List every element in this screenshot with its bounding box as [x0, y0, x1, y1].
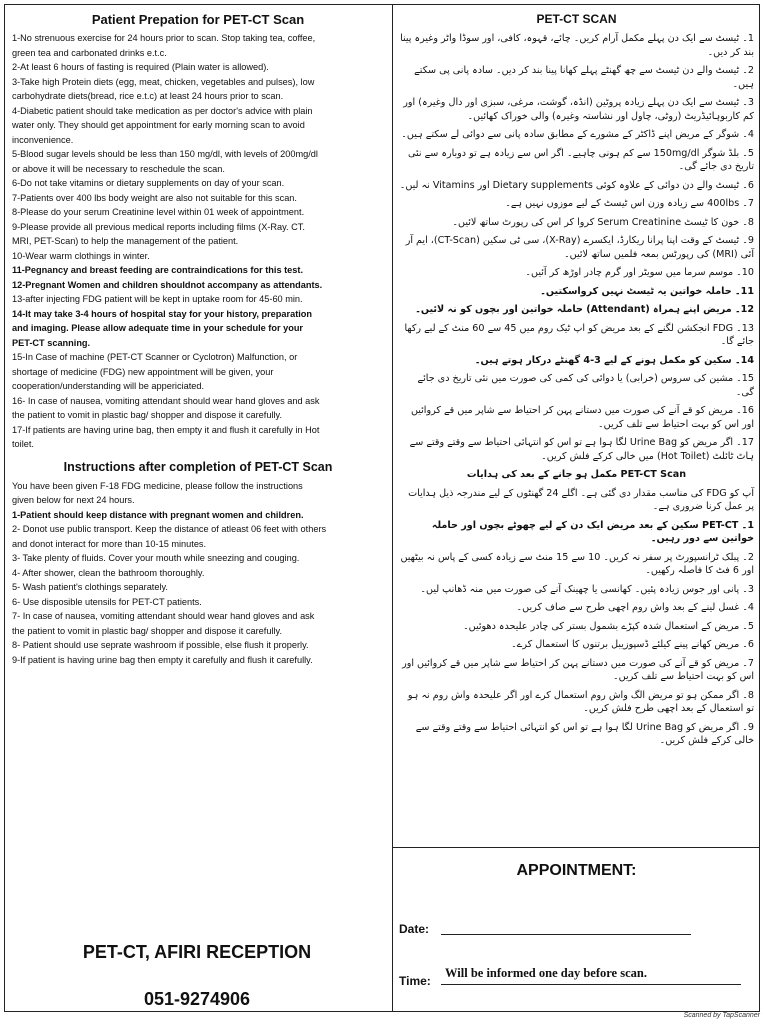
time-label: Time: — [399, 974, 431, 988]
urdu-preparation-item: 12۔ مریض اپنے ہمراہ (Attendant) حاملہ خواتین اور بچوں کو نہ لائیں۔ — [415, 304, 754, 315]
preparation-line: 1-No strenuous exercise for 24 hours prior to scan. Stop taking tea, coffee, — [12, 33, 316, 43]
urdu-preparation-item: 10۔ موسم سرما میں سویٹر اور گرم چادر اوڑھ کر آئیں۔ — [525, 267, 754, 278]
preparation-line: cooperation/understanding will be appericiated. — [12, 381, 205, 391]
preparation-line: 7-Patients over 400 lbs body weight are also not suitable for this scan. — [12, 192, 297, 203]
preparation-line: water only. They should get appointment for early morning scan to avoid — [12, 120, 305, 130]
urdu-preparation-item: 6۔ ٹیسٹ والے دن دوائی کے علاوہ کوئی Dietary supplements اور Vitamins نہ لیں۔ — [399, 179, 754, 191]
after-scan-title: Instructions after completion of PET-CT Scan — [63, 459, 333, 474]
preparation-line: the patient to vomit in plastic bag/ shopper and dispose it carefully. — [12, 410, 282, 420]
after-scan-line: 4- After shower, clean the bathroom thoroughly. — [12, 567, 205, 578]
preparation-line: 15-In Case of machine (PET-CT Scanner or Cyclotron) Malfunction, or — [12, 352, 298, 362]
preparation-line: shortage of medicine (FDG) new appointment will be given, your — [12, 366, 274, 377]
after-scan-line: 7- In case of nausea, vomiting attendant should wear hand gloves and ask — [12, 611, 315, 621]
preparation-line: green tea and carbonated drinks e.t.c. — [12, 47, 167, 58]
urdu-after-item: 4۔ غسل لینے کے بعد واش روم اچھی طرح سے صاف کریں۔ — [516, 602, 754, 613]
urdu-preparation-item: 14۔ سکین کو مکمل ہونے کے لیے 3-4 گھنٹے درکار ہوتے ہیں۔ — [474, 354, 754, 366]
preparation-line: 6-Do not take vitamins or dietary supplements on day of your scan. — [12, 178, 285, 188]
time-field-line — [441, 984, 741, 985]
date-label: Date: — [399, 922, 430, 936]
urdu-preparation-item: 11۔ حاملہ خواتین یہ ٹیسٹ نہیں کرواسکتیں۔ — [540, 285, 754, 297]
after-scan-line: 8- Patient should use seprate washroom if possible, else flush it properly. — [12, 640, 309, 650]
preparation-line: and imaging. Please allow adequate time in your schedule for your — [12, 323, 304, 333]
appointment-heading: APPOINTMENT: — [516, 862, 637, 879]
preparation-line: MRI, PET-Scan) to help the management of the patient. — [12, 236, 239, 246]
preparation-title: Patient Prepation for PET-CT Scan — [91, 12, 305, 27]
preparation-line: carbohydrate diets(bread, rice e.t.c) at least 24 hours prior to scan. — [12, 91, 284, 101]
after-scan-line: 6- Use disposible utensils for PET-CT patients. — [12, 596, 202, 607]
preparation-line: 13-after injecting FDG patient will be kept in uptake room for 45-60 min. — [12, 294, 303, 304]
urdu-column-title: PET-CT SCAN — [536, 12, 617, 26]
preparation-list — [12, 31, 384, 452]
preparation-line: 10-Wear warm clothings in winter. — [12, 250, 150, 261]
appointment-divider — [393, 847, 760, 848]
after-scan-line: 9-If patient is having urine bag then empty it carefully and flush it carefully. — [12, 654, 313, 665]
reception-name: PET-CT, AFIRI RECEPTION — [82, 942, 312, 962]
after-scan-line: You have been given F-18 FDG medicine, please follow the instructions — [12, 480, 303, 491]
urdu-preparation-item: 9۔ ٹیسٹ کے وقت اپنا پرانا ریکارڈ، ایکسرے (X-Ray)، سی ٹی سکین (CT-Scan)، ایم آر آئی (MRI) کی رپورٹس بمعہ فلمیں ساتھ لائیں۔ — [405, 235, 754, 260]
after-scan-line: the patient to vomit in plastic bag/ shopper and dispose it carefully. — [12, 625, 282, 636]
urdu-preparation-item: 15۔ مشین کی سروس (خرابی) یا دوائی کی کمی کی صورت میں نئی تاریخ دی جائے گی۔ — [417, 373, 754, 398]
after-scan-list — [12, 479, 384, 668]
urdu-preparation-item: 1۔ ٹیسٹ سے ایک دن پہلے مکمل آرام کریں۔ چائے، قہوہ، کافی، اور سوڈا واٹر وغیرہ پینا بند کر دیں۔ — [400, 33, 754, 58]
after-scan-line: 2- Donot use public transport. Keep the distance of atleast 06 feet with others — [12, 524, 327, 534]
urdu-after-heading: PET-CT Scan مکمل ہو جانے کے بعد کی ہدایات — [466, 469, 687, 480]
preparation-line: toilet. — [12, 439, 34, 449]
preparation-line: 16- In case of nausea, vomiting attendant should wear hand gloves and ask — [12, 395, 320, 406]
urdu-preparation-item: 8۔ خون کا ٹیسٹ Serum Creatinine کروا کر اس کی رپورٹ ساتھ لائیں۔ — [452, 216, 754, 228]
after-scan-line: 3- Take plenty of fluids. Cover your mouth while sneezing and couging. — [12, 553, 300, 563]
urdu-after-intro: آپ کو FDG کی مناسب مقدار دی گئی ہے۔ اگلے 24 گھنٹوں کے لیے مندرجہ ذیل ہدایات پر عمل کرنا ضروری ہے۔ — [408, 487, 754, 512]
urdu-preparation-item: 7۔ 400lbs سے زیادہ وزن اس ٹیسٹ کے لیے موزوں نہیں ہے۔ — [505, 198, 754, 209]
reception-phone: 051-9274906 — [143, 989, 251, 1009]
english-instructions-column — [4, 4, 390, 1012]
urdu-after-item: 3۔ پانی اور جوس زیادہ پئیں۔ کھانسی یا چھینک آنے کی صورت میں منہ ڈھانپ لیں۔ — [420, 583, 754, 595]
urdu-after-item: 5۔ مریض کے استعمال شدہ کپڑے بشمول بستر کی چادر علیحدہ دھوئیں۔ — [463, 620, 754, 632]
preparation-line: 12-Pregnant Women and children shouldnot accompany as attendants. — [12, 279, 323, 290]
urdu-preparation-item: 5۔ بلڈ شوگر 150mg/dl سے کم ہونی چاہیے۔ اگر اس سے زیادہ ہے تو دوبارہ سے نئی تاریخ دی جائے گی۔ — [408, 147, 754, 172]
preparation-line: inconvenience. — [12, 134, 74, 145]
preparation-line: or above it will be necessary to reschedule the scan. — [12, 163, 225, 174]
preparation-line: 14-It may take 3-4 hours of hospital stay for your history, preparation — [12, 308, 313, 319]
urdu-after-item: 6۔ مریض کھانے پینے کیلئے ڈسپوزیبل برتنوں کا استعمال کرے۔ — [511, 639, 754, 650]
urdu-preparation-item: 4۔ شوگر کے مریض اپنے ڈاکٹر کے مشورے کے مطابق سادہ پانی سے دوائی لے سکتے ہیں۔ — [401, 129, 754, 140]
urdu-instructions-column — [392, 4, 760, 1012]
date-field-line — [441, 934, 691, 935]
urdu-preparation-item: 2۔ ٹیسٹ والے دن ٹیسٹ سے چھ گھنٹے پہلے کھانا پینا بند کر دیں۔ سادہ پانی پی سکتے ہیں۔ — [414, 65, 754, 90]
scanner-watermark: Scanned by TapScanner — [683, 1012, 760, 1019]
urdu-after-item: 7۔ مریض کو قے آنے کی صورت میں دستانے پہن کر احتیاط سے شاپر میں قے کروائیں اور اس کو بہت احتیاط سے تلف کریں۔ — [402, 657, 754, 682]
urdu-after-item: 9۔ اگر مریض کو Urine Bag لگا ہوا ہے تو اس کو انتہائی احتیاط سے وقتے وقتے سے خالی کرکے فلش کریں۔ — [415, 721, 754, 746]
after-scan-line: and donot interact for more than 10-15 minutes. — [12, 538, 207, 549]
preparation-line: PET-CT scanning. — [12, 337, 91, 348]
preparation-line: 3-Take high Protein diets (egg, meat, chicken, vegetables and pulses), low — [12, 76, 315, 87]
urdu-preparation-item: 13۔ FDG انجکشن لگنے کے بعد مریض کو اپ ٹیک روم میں 45 سے 60 منٹ کے لیے رکھا جائے گا۔ — [404, 322, 754, 347]
preparation-line: 11-Pegnancy and breast feeding are contraindications for this test. — [12, 265, 304, 275]
time-value: Will be informed one day before scan. — [445, 966, 647, 980]
urdu-after-list — [399, 519, 754, 748]
urdu-after-item: 2۔ پبلک ٹرانسپورٹ پر سفر نہ کریں۔ 10 سے 15 منٹ سے زیادہ کسی کے پاس نہ بیٹھیں اور 6 فٹ کا فاصلہ رکھیں۔ — [400, 551, 754, 576]
preparation-line: 5-Blood sugar levels should be less than 150 mg/dl, with levels of 200mg/dl — [12, 149, 318, 159]
urdu-after-item: 1۔ PET-CT سکین کے بعد مریض ایک دن کے لیے چھوٹے بچوں اور حاملہ خواتین سے دور رہیں۔ — [431, 519, 754, 544]
urdu-preparation-list — [399, 32, 754, 463]
after-scan-line: 5- Wash patient's clothings separately. — [12, 582, 168, 592]
preparation-line: 17-If patients are having urine bag, then empty it and flush it carefully in Hot — [12, 424, 320, 435]
urdu-preparation-item: 16۔ مریض کو قے آنے کی صورت میں دستانے پہن کر احتیاط سے شاپر میں قے کروائیں اور اس کو بہت احتیاط سے تلف کریں۔ — [410, 405, 754, 430]
preparation-line: 8-Please do your serum Creatinine level within 01 week of appointment. — [12, 207, 305, 217]
preparation-line: 2-At least 6 hours of fasting is required (Plain water is allowed). — [12, 62, 269, 72]
after-scan-line: 1-Patient should keep distance with pregnant women and children. — [12, 509, 304, 520]
urdu-after-item: 8۔ اگر ممکن ہو تو مریض الگ واش روم استعمال کرے اور اگر علیحدہ واش روم نہ ہو تو استعمال کے بعد اچھی طرح فلش کریں۔ — [407, 689, 754, 714]
urdu-preparation-item: 17۔ اگر مریض کو Urine Bag لگا ہوا ہے تو اس کو انتہائی احتیاط سے وقتے وقتے سے ہاٹ ٹائلٹ (Hot Toilet) میں خالی کرکے فلش کریں۔ — [409, 437, 754, 462]
preparation-line: 9-Please provide all previous medical reports including films (X-Ray. CT. — [12, 221, 305, 232]
preparation-line: 4-Diabetic patient should take medication as per doctor's advice with plain — [12, 105, 313, 116]
urdu-preparation-item: 3۔ ٹیسٹ سے ایک دن پہلے زیادہ پروٹین (انڈہ، گوشت، مرغی، سبزی اور دال وغیرہ) اور کم کاربوہائیڈریٹ (روٹی، چاول اور نشاستہ وغیرہ) والی خوراک کھائیں۔ — [403, 97, 754, 122]
after-scan-line: given below for next 24 hours. — [12, 495, 135, 505]
